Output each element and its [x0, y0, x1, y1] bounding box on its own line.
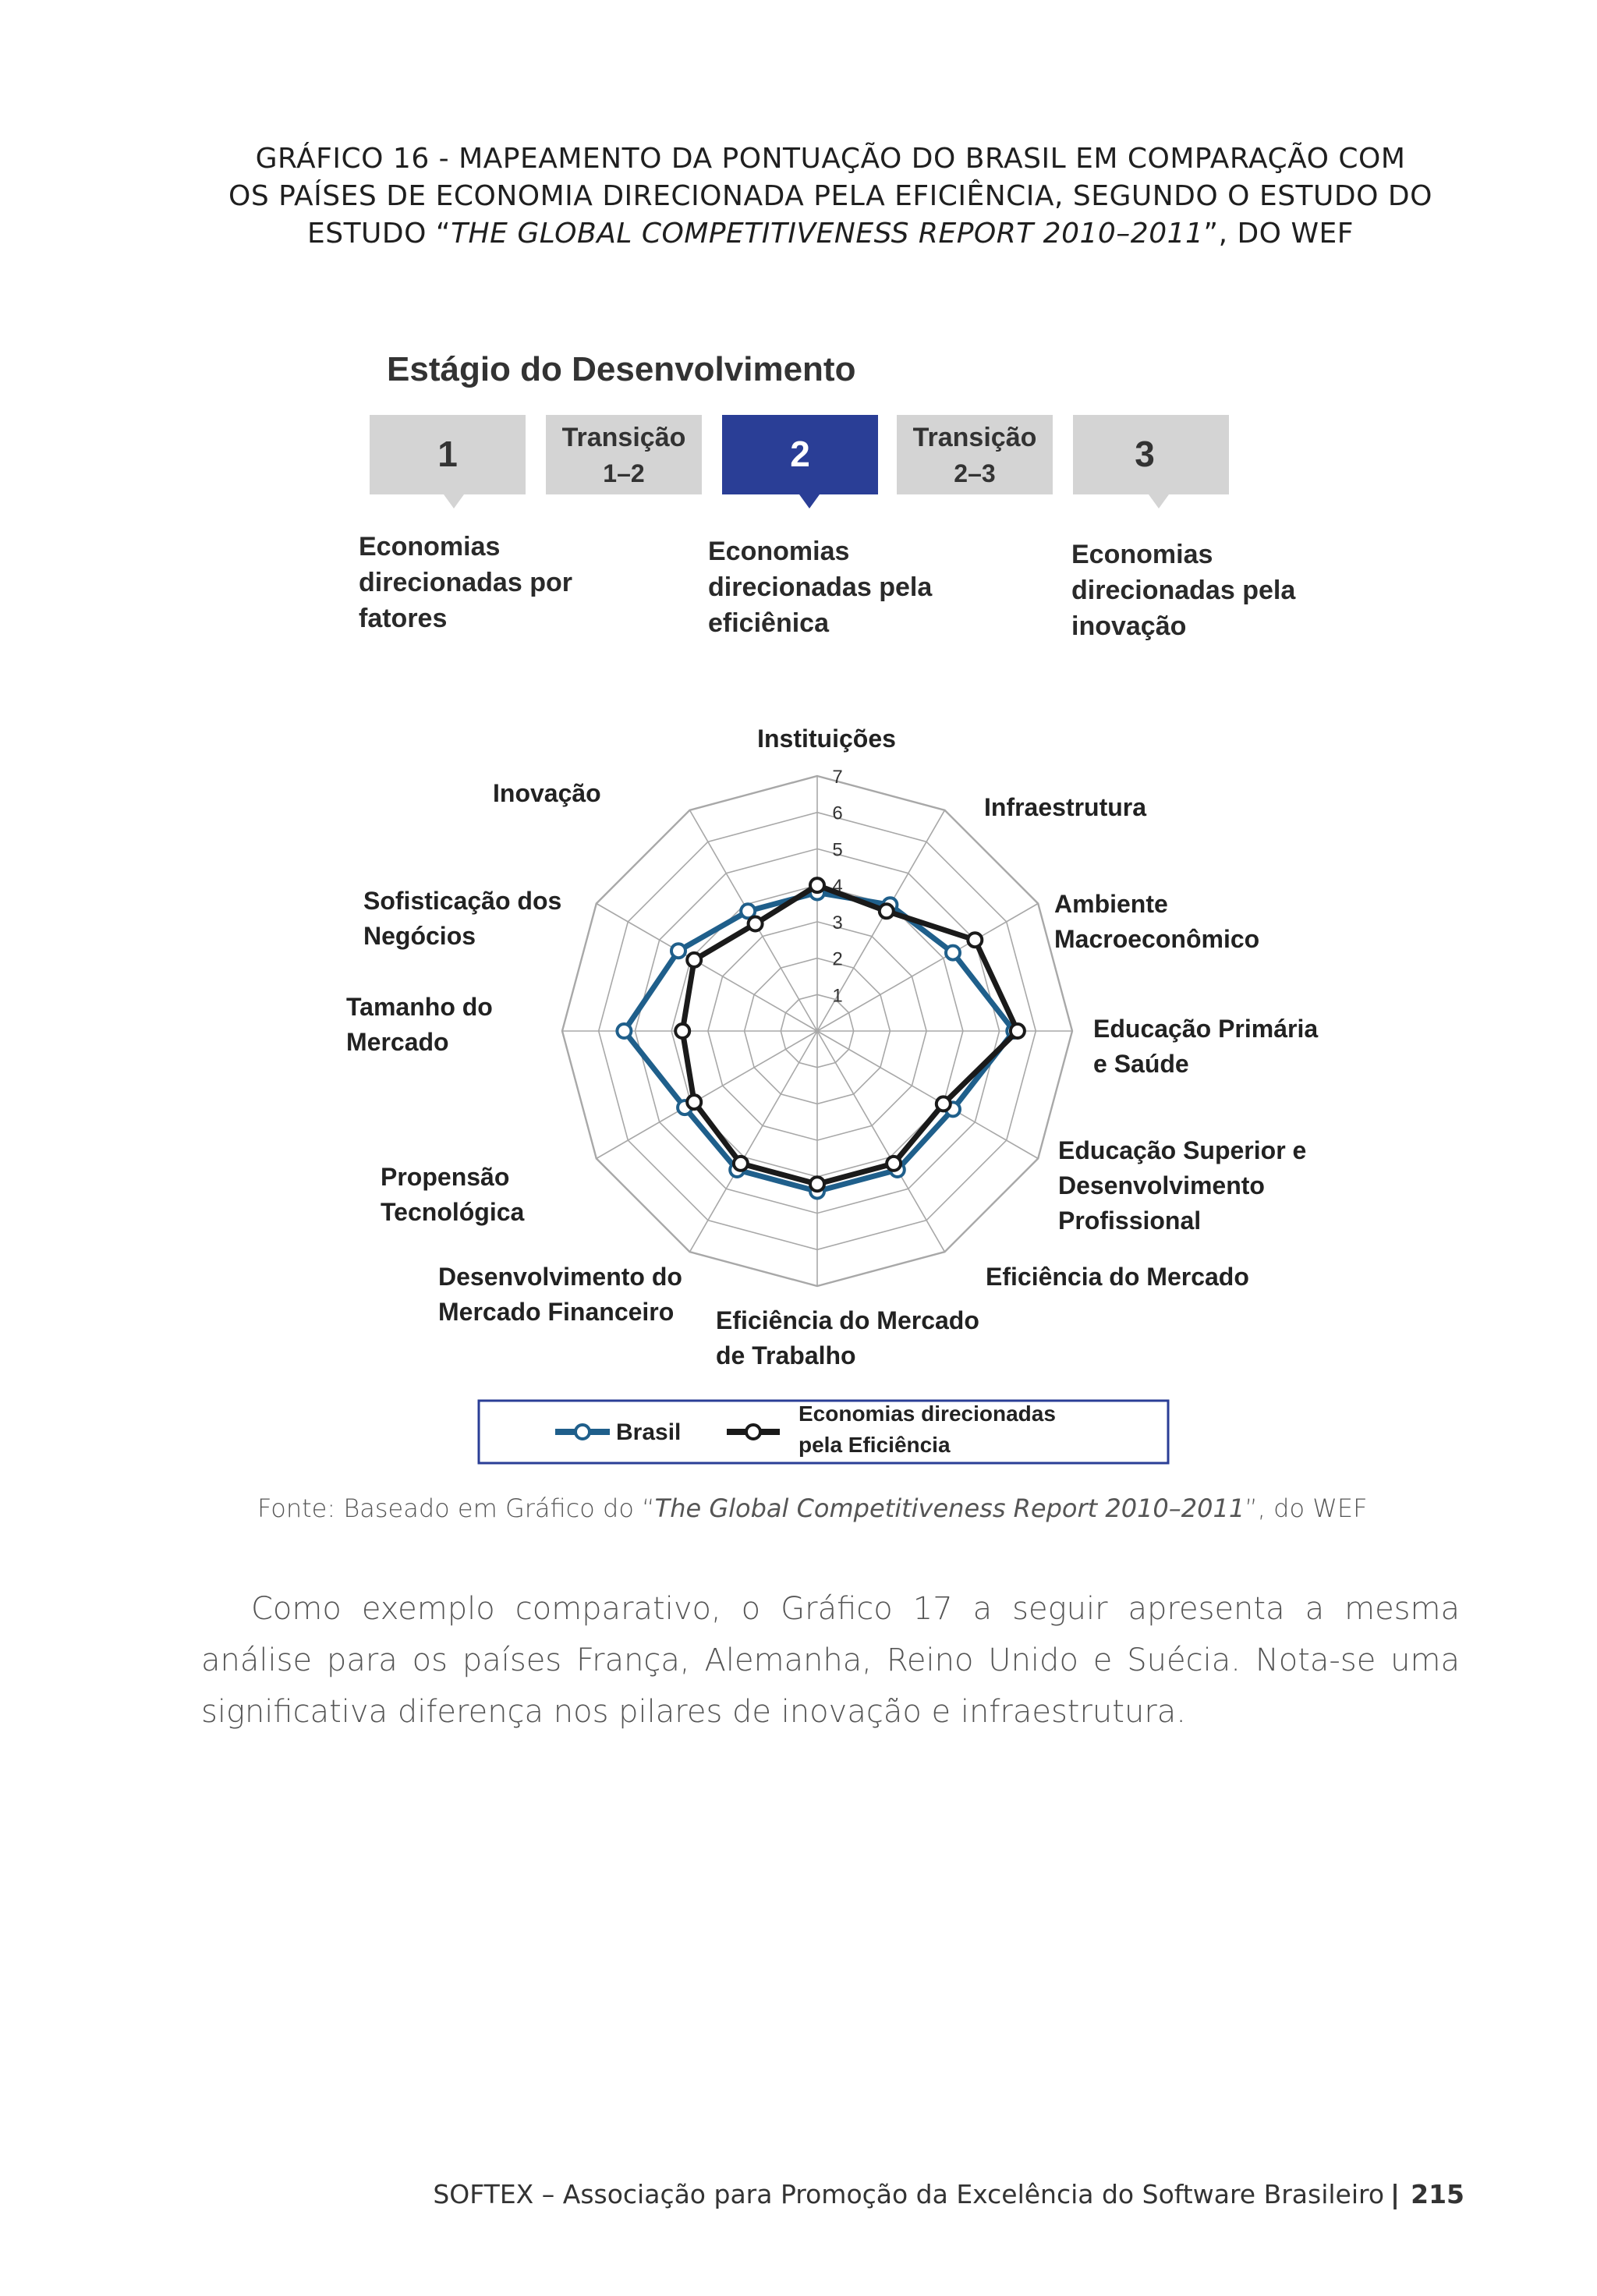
stage-description-line: Economias	[359, 532, 501, 562]
series-point	[687, 953, 701, 967]
series-point	[671, 944, 685, 958]
figure-source	[257, 1493, 1404, 1523]
radar-tick-label: 1	[832, 985, 843, 1007]
body-paragraph-text: Como exemplo comparativo, o Gráfico 17 a seguir apresenta a mesma análise para os países França, Alemanha, Reino Unido e Suécia. Nota-se uma significativa diferença nos pilares de inovação e infraestrutura.	[201, 1591, 1460, 1730]
series-point	[687, 1095, 701, 1109]
stage-description-line: inovação	[1071, 611, 1187, 641]
radar-axis-label: Tamanho do	[346, 993, 493, 1021]
footer-text: SOFTEX – Associação para Promoção da Excelência do Software Brasileiro	[433, 2179, 1385, 2209]
radar-axis-label: Tecnológica	[381, 1198, 525, 1226]
series-point	[946, 946, 960, 960]
radar-tick-label: 7	[832, 767, 843, 788]
radar-axis-label: Mercado	[346, 1028, 449, 1056]
series-point	[1011, 1024, 1025, 1038]
series-point	[937, 1097, 951, 1111]
stage-box-number: 3	[1135, 434, 1155, 474]
stage-box-2	[546, 415, 702, 494]
stage-description-line: Economias	[708, 537, 850, 566]
legend-marker-efficiency	[746, 1425, 760, 1439]
radar-axis-label: Desenvolvimento	[1058, 1171, 1265, 1199]
series-point	[810, 878, 824, 892]
title-line-3-post: ”, DO WEF	[1203, 218, 1354, 250]
radar-axis-label: Eficiência do Mercado	[716, 1306, 979, 1334]
radar-axis-label: e Saúde	[1093, 1050, 1189, 1078]
radar-axis-label: Educação Superior e	[1058, 1136, 1307, 1164]
stage-pointer	[444, 494, 464, 508]
series-point	[810, 1177, 824, 1191]
title-line-3-pre: ESTUDO “	[306, 218, 451, 250]
legend-marker-brasil	[575, 1425, 590, 1439]
chart-legend	[479, 1401, 1168, 1463]
stage-pointer	[1149, 494, 1169, 508]
footer-divider: |	[1390, 2179, 1400, 2209]
radar-axis-label: Eficiência do Mercado	[986, 1263, 1249, 1291]
radar-axis-label: Desenvolvimento do	[438, 1263, 682, 1291]
radar-axis-label: Ambiente	[1054, 890, 1168, 918]
radar-axis-label: Negócios	[363, 922, 476, 950]
body-paragraph	[201, 1583, 1460, 1738]
stage-box-number: 2	[790, 434, 810, 474]
source-italic: The Global Competitiveness Report 2010–2011	[654, 1493, 1245, 1523]
source-pre: Fonte: Baseado em Gráfico do “	[257, 1493, 655, 1523]
stage-heading: Estágio do Desenvolvimento	[387, 350, 856, 388]
radar-axis-label: Macroeconômico	[1054, 925, 1260, 953]
stage-diagram	[359, 350, 1296, 641]
stage-box-label: Transição	[561, 423, 686, 452]
stage-box-3	[722, 415, 878, 508]
series-point	[734, 1157, 748, 1171]
series-point	[887, 1157, 901, 1171]
radar-tick-label: 6	[832, 803, 843, 824]
radar-axis-label: Instituições	[757, 725, 896, 753]
series-point	[880, 904, 894, 918]
radar-axis-label: de Trabalho	[716, 1341, 856, 1369]
title-line-2: OS PAÍSES DE ECONOMIA DIRECIONADA PELA EFICIÊNCIA, SEGUNDO O ESTUDO DO	[228, 180, 1432, 212]
stage-description-line: Economias	[1071, 540, 1213, 569]
series-point	[617, 1024, 631, 1038]
radar-chart	[346, 725, 1318, 1369]
stage-box-5	[1073, 415, 1229, 508]
series-point	[968, 933, 982, 947]
series-point	[749, 917, 763, 931]
stage-pointer	[799, 494, 820, 508]
stage-description-line: eficiênica	[708, 608, 829, 638]
stage-description-line: fatores	[359, 604, 448, 633]
title-line-1: GRÁFICO 16 - MAPEAMENTO DA PONTUAÇÃO DO BRASIL EM COMPARAÇÃO COM	[255, 143, 1406, 175]
stage-box-number: 1	[437, 434, 458, 474]
radar-tick-label: 4	[832, 876, 843, 898]
radar-axis-label: Mercado Financeiro	[438, 1298, 675, 1326]
stage-description-line: direcionadas pela	[1071, 576, 1296, 605]
legend-label-efficiency-line2: pela Eficiência	[798, 1433, 951, 1457]
stage-box-label: Transição	[912, 423, 1037, 452]
legend-label-efficiency-line1: Economias direcionadas	[798, 1401, 1056, 1426]
legend-label-brasil: Brasil	[616, 1419, 682, 1445]
radar-axis-label: Profissional	[1058, 1206, 1202, 1235]
stage-box-4	[897, 415, 1053, 494]
page-footer	[433, 2179, 1464, 2209]
source-post: ”, do WEF	[1245, 1493, 1368, 1523]
radar-axis-label: Inovação	[493, 779, 601, 807]
radar-tick-label: 3	[832, 912, 843, 934]
radar-axis-label: Propensão	[381, 1163, 510, 1191]
series-point	[675, 1024, 689, 1038]
page-number: 215	[1411, 2179, 1464, 2209]
stage-box-sub: 2–3	[954, 459, 996, 487]
stage-box-sub: 1–2	[603, 459, 645, 487]
radar-tick-label: 5	[832, 839, 843, 861]
stage-description-line: direcionadas por	[359, 568, 572, 597]
radar-axis-label: Educação Primária	[1093, 1015, 1319, 1043]
radar-tick-label: 2	[832, 948, 843, 970]
radar-axis-label: Sofisticação dos	[363, 887, 562, 915]
stage-description-line: direcionadas pela	[708, 572, 933, 602]
stage-box-1	[370, 415, 526, 508]
radar-axis-label: Infraestrutura	[984, 793, 1147, 821]
title-line-3-italic: THE GLOBAL COMPETITIVENESS REPORT 2010–2011	[451, 218, 1204, 250]
